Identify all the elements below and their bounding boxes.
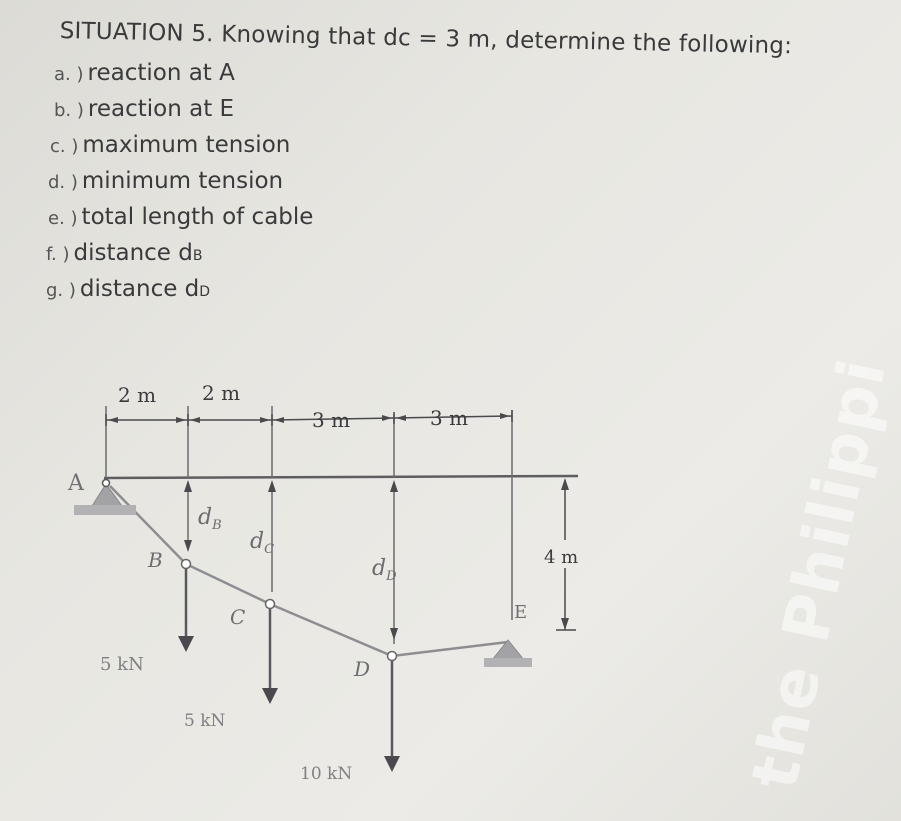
label-dd: $d_D$ (372, 556, 397, 584)
node-c (266, 600, 275, 609)
cable (110, 486, 508, 656)
sag-arrows (184, 480, 398, 640)
dim-de: 3 m (430, 406, 469, 430)
problem-heading: SITUATION 5. Knowing that dc = 3 m, determine the following: (59, 18, 793, 60)
question-text: maximum tension (82, 132, 291, 158)
question-letter: a. ) (54, 64, 84, 85)
load-c-label: 5 kN (184, 711, 226, 731)
dim-height: 4 m (544, 547, 579, 568)
pin-a (103, 480, 110, 487)
question-letter: f. ) (46, 244, 70, 265)
question-letter: b. ) (54, 100, 84, 121)
question-text: total length of cable (81, 204, 314, 230)
label-b: B (148, 548, 163, 572)
load-d-label: 10 kN (300, 764, 353, 784)
dim-bc: 2 m (202, 381, 241, 405)
question-letter: c. ) (50, 136, 79, 157)
question-subscript: B (192, 248, 203, 264)
label-d: D (354, 657, 371, 681)
question-text: distance d (79, 276, 200, 302)
label-c: C (230, 605, 246, 629)
label-a: A (68, 471, 84, 496)
node-d (388, 652, 397, 661)
dim-cd: 3 m (312, 408, 351, 432)
extension-lines (106, 406, 512, 620)
reference-line (104, 476, 578, 478)
label-dc: $d_C$ (250, 529, 275, 557)
question-text: reaction at E (87, 96, 235, 122)
question-letter: e. ) (48, 208, 78, 229)
sag-lines (188, 484, 394, 644)
node-b (182, 560, 191, 569)
question-subscript: D (199, 284, 211, 300)
question-text: reaction at A (87, 60, 235, 86)
dim-ab: 2 m (118, 383, 157, 407)
height-arrow-bottom (561, 618, 569, 630)
question-letter: g. ) (46, 280, 76, 301)
label-e: E (514, 602, 528, 623)
load-b-label: 5 kN (100, 654, 144, 675)
question-text: minimum tension (81, 168, 284, 194)
watermark-text: the Philippi (738, 351, 901, 796)
question-text: distance d (73, 240, 193, 266)
label-db: $d_B$ (198, 505, 222, 533)
question-letter: d. ) (48, 172, 78, 193)
height-arrow-top (561, 478, 569, 490)
